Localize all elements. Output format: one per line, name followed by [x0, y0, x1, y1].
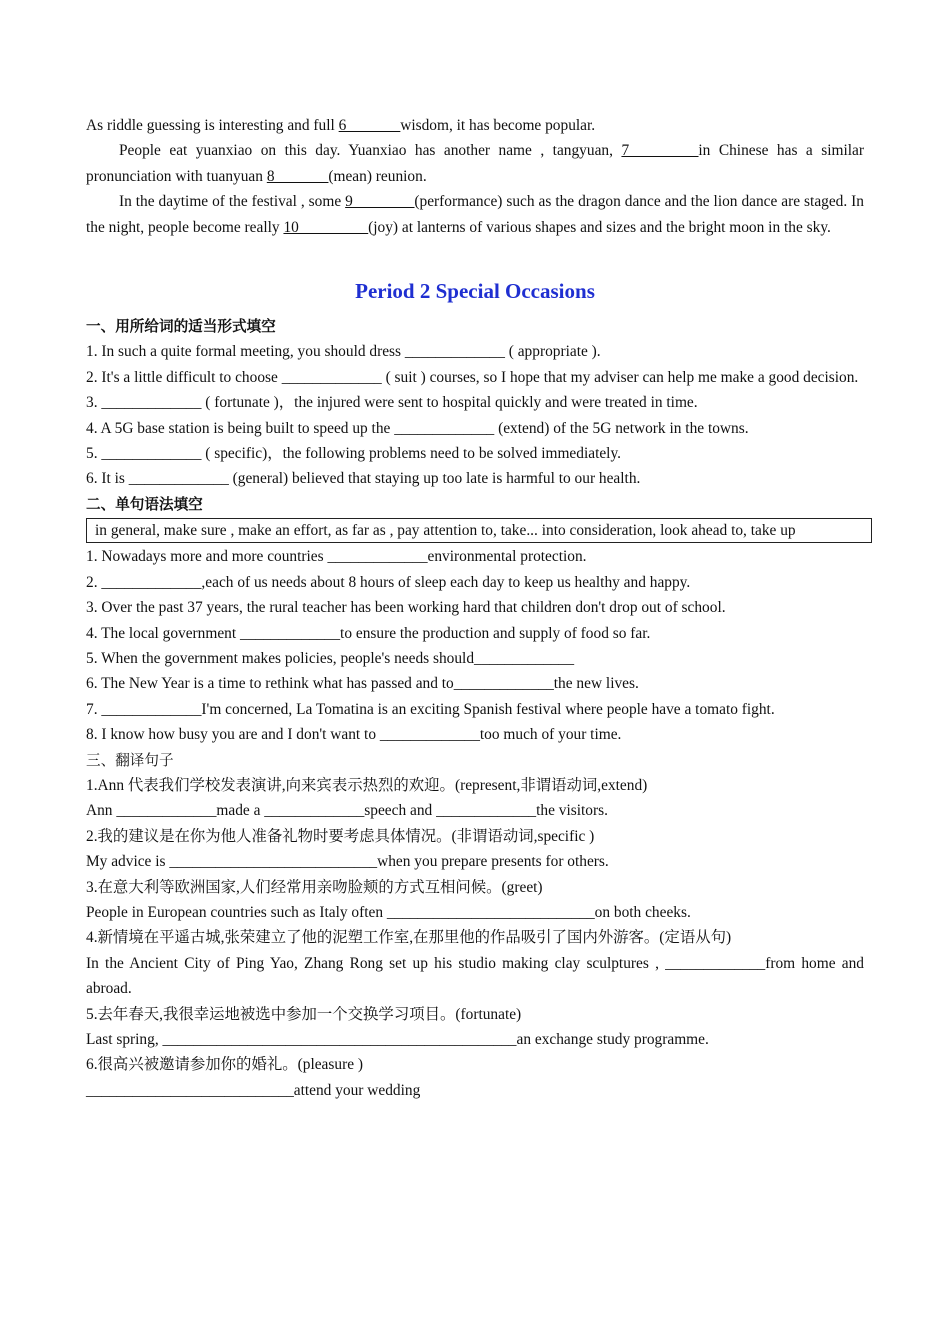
exercise-item: 1. In such a quite formal meeting, you should dress _____________ ( appropriate ). — [86, 343, 601, 361]
document-page — [86, 113, 864, 1103]
translation-answer: Last spring, ______________________________________________an exchange study programme. — [86, 1031, 709, 1048]
exercise-item: 8. I know how busy you are and I don't want to _____________too much of your time. — [86, 726, 622, 744]
section-2-heading: 二、单句语法填空 — [86, 495, 203, 513]
exercise-item: 1. Nowadays more and more countries _____________environmental protection. — [86, 548, 587, 566]
exercise-item: 6. It is _____________ (general) believed that staying up too late is harmful to our health. — [86, 470, 641, 488]
word-bank-box: in general, make sure , make an effort, as far as , pay attention to, take... into consideration, look ahead to, take up — [86, 518, 872, 543]
translation-answer: Ann _____________made a _____________speech and _____________the visitors. — [86, 802, 608, 820]
translation-prompt: 1.Ann 代表我们学校发表演讲,向来宾表示热烈的欢迎。(represent,非谓语动词,extend) — [86, 776, 648, 794]
blank-6[interactable]: 6_______ — [338, 117, 401, 134]
text: As riddle guessing is interesting and full — [86, 117, 339, 134]
translation-prompt: 4.新情境在平遥古城,张荣建立了他的泥塑工作室,在那里他的作品吸引了国内外游客。(定语从句) — [86, 929, 732, 947]
translation-prompt: 3.在意大利等欧洲国家,人们经常用亲吻脸颊的方式互相问候。(greet) — [86, 878, 543, 896]
blank-8[interactable]: 8_______ — [266, 167, 329, 185]
translation-answer: My advice is ___________________________when you prepare presents for others. — [86, 853, 609, 871]
exercise-item: 4. The local government _____________to ensure the production and supply of food so far. — [86, 624, 651, 642]
translation-prompt: 2.我的建议是在你为他人准备礼物时要考虑具体情况。(非谓语动词,specific ) — [86, 827, 595, 845]
exercise-item: 7. _____________I'm concerned, La Tomatina is an exciting Spanish festival where people have a tomato fight. — [86, 700, 775, 718]
section-3-heading: 三、翻译句子 — [86, 751, 174, 769]
exercise-item: 6. The New Year is a time to rethink what has passed and to_____________the new lives. — [86, 675, 639, 693]
translation-answer: ___________________________attend your wedding — [86, 1081, 421, 1099]
section-1-heading: 一、用所给词的适当形式填空 — [86, 318, 276, 336]
exercise-item: 2. It's a little difficult to choose _____________ ( suit ) courses, so I hope that my adviser can help me make a good decision. — [86, 368, 859, 386]
exercise-item: 2. _____________,each of us needs about 8 hours of sleep each day to keep us healthy and happy. — [86, 573, 691, 591]
passage-paragraph-3: In the daytime of the festival , some 9________(performance) such as the dragon dance and the lion dance are staged. In the night, people become really 10_________(joy) at lanterns of various shapes and sizes and the bright moon in the sky. — [86, 193, 864, 236]
exercise-item: 3. Over the past 37 years, the rural teacher has been working hard that children don't drop out of school. — [86, 599, 726, 617]
blank-10[interactable]: 10_________ — [283, 218, 369, 236]
exercise-item: 4. A 5G base station is being built to speed up the _____________ (extend) of the 5G network in the towns. — [86, 419, 749, 437]
translation-answer: People in European countries such as Italy often ___________________________on both cheeks. — [86, 903, 691, 921]
passage-line-1 — [86, 113, 864, 138]
translation-prompt: 6.很高兴被邀请参加你的婚礼。(pleasure ) — [86, 1056, 363, 1074]
text: wisdom, it has become popular. — [400, 117, 596, 134]
exercise-item: 5. When the government makes policies, people's needs should_____________ — [86, 649, 575, 667]
translation-prompt: 5.去年春天,我很幸运地被选中参加一个交换学习项目。(fortunate) — [86, 1005, 522, 1023]
blank-7[interactable]: 7_________ — [621, 142, 699, 160]
blank-9[interactable]: 9________ — [345, 193, 415, 211]
page-title: Period 2 Special Occasions — [355, 279, 595, 304]
exercise-item: 5. _____________ ( specific)，the following problems need to be solved immediately. — [86, 445, 621, 463]
passage-paragraph-2: People eat yuanxiao on this day. Yuanxiao has another name , tangyuan, 7_________in Chinese has a similar pronunciation with tuanyuan 8_______(mean) reunion. — [86, 142, 864, 185]
translation-answer: In the Ancient City of Ping Yao, Zhang Rong set up his studio making clay sculptures , _____________from home and abroad. — [86, 954, 864, 998]
exercise-item: 3. _____________ ( fortunate )，the injured were sent to hospital quickly and were treated in time. — [86, 394, 698, 412]
